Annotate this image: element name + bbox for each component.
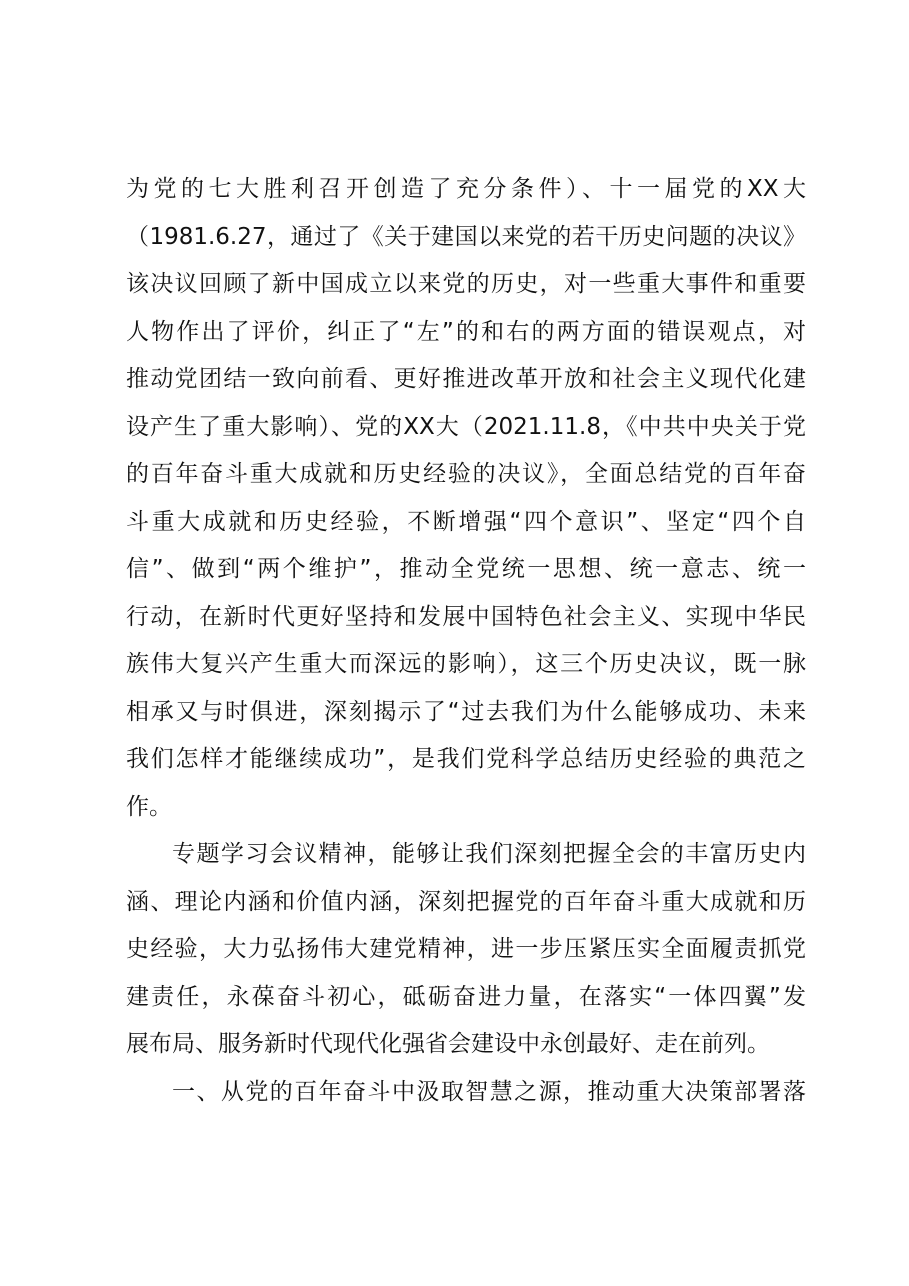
text-line: 作。 — [126, 793, 172, 820]
text-line: （1981.6.27，通过了《关于建国以来党的若干历史问题的决议》 — [126, 223, 806, 250]
text-line: 展布局、服务新时代现代化强省会建设中永创最好、走在前列。 — [126, 1031, 770, 1057]
text-line: 设产生了重大影响）、党的XX大（2021.11.8，《中共中央关于党 — [126, 413, 806, 440]
section-heading-line: 一、从党的百年奋斗中汲取智慧之源，推动重大决策部署落 — [172, 1078, 806, 1105]
text-line: 信”、做到“两个维护”，推动全党统一思想、统一意志、统一 — [126, 556, 806, 582]
document-body — [126, 166, 806, 1116]
text-line: 为党的七大胜利召开创造了充分条件）、十一届党的XX大 — [126, 176, 806, 202]
text-line: 相承又与时俱进，深刻揭示了“过去我们为什么能够成功、未来 — [126, 698, 806, 725]
text-line: 斗重大成就和历史经验，不断增强“四个意识”、坚定“四个自 — [126, 508, 806, 535]
text-line: 行动，在新时代更好坚持和发展中国特色社会主义、实现中华民 — [126, 603, 806, 630]
text-line: 的百年奋斗重大成就和历史经验的决议》，全面总结党的百年奋 — [126, 461, 806, 487]
paragraph-start-line: 专题学习会议精神，能够让我们深刻把握全会的丰富历史内 — [172, 841, 806, 867]
text-line: 该决议回顾了新中国成立以来党的历史，对一些重大事件和重要 — [126, 271, 806, 297]
text-line: 推动党团结一致向前看、更好推进改革开放和社会主义现代化建 — [126, 366, 806, 392]
text-line: 涵、理论内涵和价值内涵，深刻把握党的百年奋斗重大成就和历 — [126, 888, 806, 915]
text-line: 我们怎样才能继续成功”，是我们党科学总结历史经验的典范之 — [126, 746, 806, 772]
text-line: 人物作出了评价，纠正了“左”的和右的两方面的错误观点，对 — [126, 318, 806, 345]
text-line: 建责任，永葆奋斗初心，砥砺奋进力量，在落实“一体四翼”发 — [126, 983, 806, 1010]
text-line: 史经验，大力弘扬伟大建党精神，进一步压紧压实全面履责抓党 — [126, 936, 806, 962]
text-line: 族伟大复兴产生重大而深远的影响），这三个历史决议，既一脉 — [126, 651, 806, 677]
